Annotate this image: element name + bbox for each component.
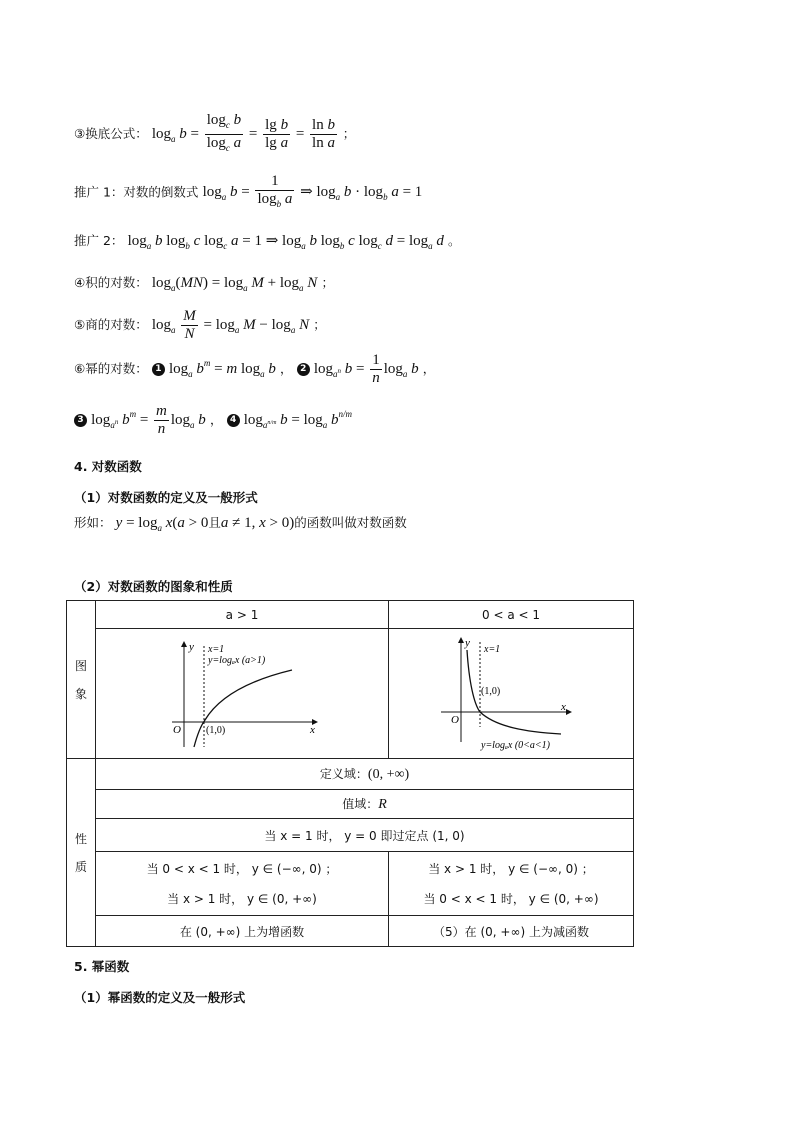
section-4-heading: 4. 对数函数	[74, 459, 142, 474]
x-axis-label: x	[310, 724, 315, 736]
right-sign-cell: 当 x > 1 时， y ∈ (−∞, 0) ； 当 0 < x < 1 时， y ∈ (0, +∞)	[389, 852, 634, 916]
generalization-2: 推广 2： $\log_a b$ $\log_b c$ $\log_c a = 1$ ⇒ $\log_a b$ $\log_b c$ $\log_c d = \log_a d$ 。	[74, 233, 461, 251]
props-row-label: 性 质	[67, 759, 96, 947]
bullet-3: 3	[74, 414, 87, 427]
x-eq-1-label: x=1	[484, 644, 501, 655]
y-axis-label: y	[189, 641, 194, 653]
increasing-cell: 在 (0, +∞) 上为增函数	[96, 916, 389, 947]
quotient-log-formula: ⑤商的对数： $\log_a$ $\frac{M}{N}$ = $\log_a M - \log_a N$ ；	[74, 308, 326, 342]
bullet-1: 1	[152, 363, 165, 376]
formula-label: ④积的对数：	[74, 275, 148, 290]
section-4-sub2: （2）对数函数的图象和性质	[74, 579, 233, 594]
point-label: (1,0)	[206, 725, 226, 736]
graph-increasing-cell	[96, 629, 389, 759]
formula-label: 推广 1：对数的倒数式	[74, 184, 199, 200]
section-4-sub1: （1）对数函数的定义及一般形式	[74, 490, 258, 505]
y-axis-label: y	[465, 637, 470, 649]
power-log-formula-1: ⑥幂的对数： 1 $\log_a b^m = m$ $\log_a b$ ， 2 $\log_{a^n} b$ = $\frac{1}{n}$ $\log_a b$ ，	[74, 352, 436, 386]
point-label: (1,0)	[481, 686, 501, 697]
graph-decreasing-cell	[389, 629, 634, 759]
left-sign-cell: 当 0 < x < 1 时， y ∈ (−∞, 0) ； 当 x > 1 时， y ∈ (0, +∞)	[96, 852, 389, 916]
decreasing-cell: （5）在 (0, +∞) 上为减函数	[389, 916, 634, 947]
range-cell: 值域：R	[96, 790, 634, 819]
fixed-point-cell: 当 x = 1 时， y = 0 即过定点 (1, 0)	[96, 819, 634, 852]
col-header-a-lt-1: 0 < a < 1	[389, 601, 634, 629]
log-function-definition: 形如： $y = \log_a x(a > 0$且a ≠ 1, x > 0)的函数叫做对数函数	[74, 515, 407, 533]
log-function-properties-table	[66, 600, 634, 947]
section-5-sub1: （1）幂函数的定义及一般形式	[74, 990, 246, 1005]
formula-label: ③换底公式：	[74, 125, 148, 141]
col-header-a-gt-1: a > 1	[96, 601, 389, 629]
x-eq-1-label: x=1	[208, 644, 225, 655]
graph-increasing	[142, 632, 342, 752]
product-log-formula: ④积的对数： $\log_a(MN) = \log_a M + \log_a N$ ；	[74, 275, 334, 293]
bullet-2: 2	[297, 363, 310, 376]
origin-label: O	[173, 724, 181, 736]
formula-label: 推广 2：	[74, 233, 124, 248]
curve-label: y=logₐx (0<a<1)	[481, 740, 550, 751]
power-log-formula-2: 3 $\log_{a^n} b^m$ = $\frac{m}{n}$ $\log_a b$ ， 4 $\log_{a^{n/m}} b = \log_a b^{n/m}$	[74, 403, 352, 438]
change-of-base-formula: ③换底公式： $\log_a b$ = $\frac{\log_c b}{\log_c a}$ = $\frac{\text{lg b}}{\text{lg a}}$ = $\frac{\text{ln b}}{\text{ln a}}$ ；	[74, 112, 356, 153]
origin-label: O	[451, 714, 459, 726]
generalization-1: 推广 1：对数的倒数式 $\log_a b$ = $\frac{1}{\log_b a}$ ⇒ $\log_a b \cdot \log_b a = 1$	[74, 173, 423, 209]
image-row-label: 图 象	[67, 601, 96, 759]
formula-label: ⑤商的对数：	[74, 316, 148, 332]
graph-decreasing	[411, 632, 611, 752]
bullet-4: 4	[227, 414, 240, 427]
domain-cell: 定义域：(0, +∞)	[96, 759, 634, 790]
curve-label: y=logₐx (a>1)	[208, 655, 266, 666]
x-axis-label: x	[561, 701, 566, 713]
formula-label: ⑥幂的对数：	[74, 360, 148, 376]
section-5-heading: 5. 幂函数	[74, 959, 130, 974]
